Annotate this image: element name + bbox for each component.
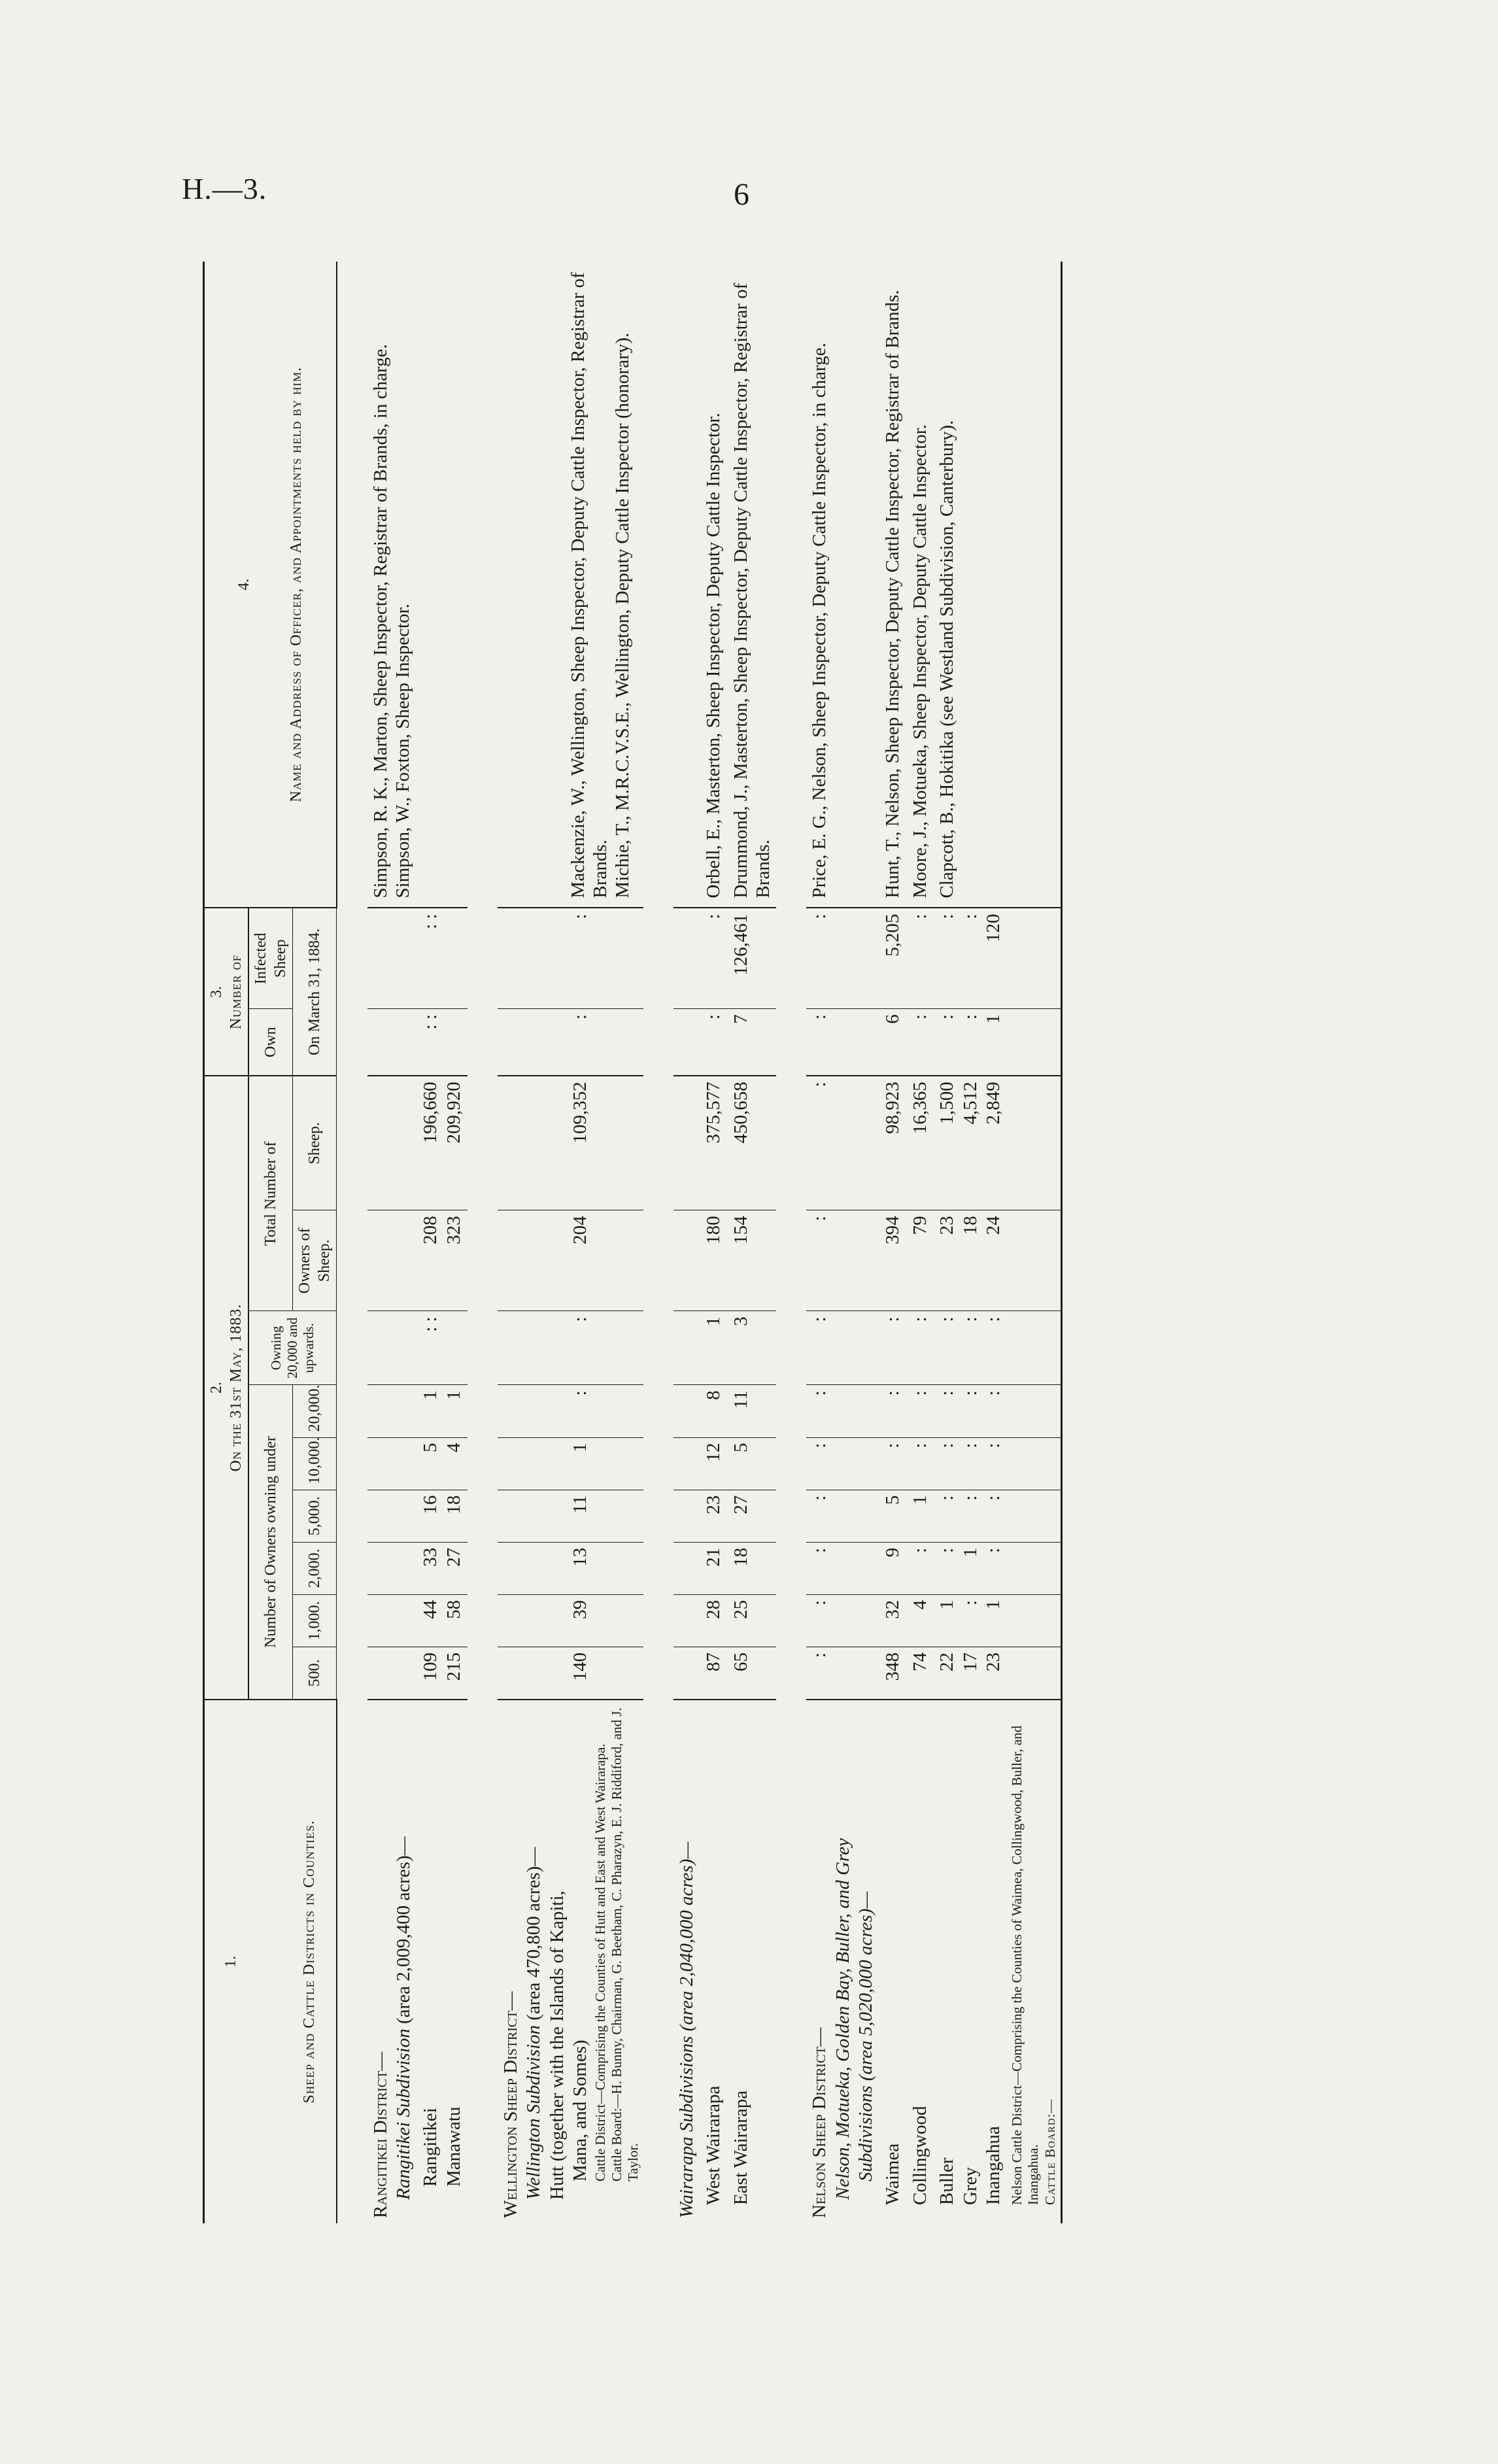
own-cell: : bbox=[498, 1009, 643, 1076]
bracket-10000-cell: : bbox=[806, 1437, 879, 1490]
owners-cell: 154 bbox=[728, 1210, 776, 1311]
county-cell: West Wairarapa bbox=[703, 2085, 724, 2205]
date-header: On March 31, 1884. bbox=[293, 908, 337, 1076]
owners-under-header: Number of Owners owning under bbox=[248, 1385, 293, 1700]
col3-header bbox=[204, 908, 249, 1076]
bracket-2000-cell: 21 bbox=[700, 1542, 727, 1594]
bracket-20000-cell: 1 1 bbox=[417, 1385, 468, 1437]
bracket-1000-cell: : bbox=[806, 1594, 879, 1647]
bracket-20000-cell: : bbox=[907, 1385, 934, 1437]
table-row bbox=[806, 262, 879, 2223]
bracket-500-cell: 348 bbox=[879, 1647, 906, 1700]
infected-cell: : : bbox=[417, 908, 468, 1008]
infected-cell: : bbox=[498, 908, 643, 1008]
bracket-2000-cell: : bbox=[806, 1542, 879, 1594]
bracket-20000-cell: : : : bbox=[934, 1385, 1007, 1437]
bracket-2000-cell: 33 27 bbox=[417, 1542, 468, 1594]
bracket-1000-cell: 39 bbox=[498, 1594, 643, 1647]
bracket-20000-header: 20,000. bbox=[293, 1385, 337, 1437]
county-cell: Waimea bbox=[882, 2143, 904, 2205]
bracket-1000-cell: 32 bbox=[879, 1594, 906, 1647]
bracket-20000-cell: : bbox=[498, 1385, 643, 1437]
bracket-20000-cell: : bbox=[806, 1385, 879, 1437]
sheep-districts-table bbox=[203, 262, 1063, 2223]
bracket-20000-cell: 11 bbox=[728, 1385, 776, 1437]
sheep-cell: 450,658 bbox=[728, 1076, 776, 1210]
bracket-500-cell: 65 bbox=[728, 1647, 776, 1700]
bracket-5000-header: 5,000. bbox=[293, 1490, 337, 1542]
col4-header bbox=[204, 262, 337, 908]
bracket-5000-cell: 23 bbox=[700, 1490, 727, 1542]
infected-cell: : : 120 bbox=[934, 908, 1007, 1008]
table-row bbox=[367, 262, 418, 2223]
district-name: Wairarapa Subdivisions (area 2,040,000 acres)— bbox=[676, 1841, 698, 2218]
bracket-1000-header: 1,000. bbox=[293, 1594, 337, 1647]
officer-cell bbox=[367, 262, 468, 908]
bracket-1000-cell: 1 : 1 bbox=[934, 1594, 1007, 1647]
bracket-5000-cell: 1 bbox=[907, 1490, 934, 1542]
infected-cell: : bbox=[907, 908, 934, 1008]
bracket-10000-header: 10,000. bbox=[293, 1437, 337, 1490]
bracket-5000-cell: : : : bbox=[934, 1490, 1007, 1542]
district-name: Rangitikei District— Rangitikei Subdivision (area 2,009,400 acres)— bbox=[369, 1836, 414, 2218]
county-cell: Buller Grey Inangahua bbox=[936, 2126, 1004, 2205]
col4-title: Name and Address of Officer, and Appointments held by him. bbox=[288, 366, 305, 802]
owners-cell: 79 bbox=[907, 1210, 934, 1311]
table-row bbox=[1007, 262, 1061, 2223]
table-row bbox=[498, 262, 643, 2223]
officer-cell bbox=[498, 262, 643, 908]
officer-hunt: Hunt, T., Nelson, Sheep Inspector, Deputy Cattle Inspector, Registrar of Brands. bbox=[879, 262, 906, 908]
col1-title: Sheep and Cattle Districts in Counties. bbox=[301, 1820, 318, 2104]
bracket-2000-cell: 13 bbox=[498, 1542, 643, 1594]
district-name: Nelson Sheep District— Nelson, Motueka, Golden Bay, Buller, and Grey Subdivisions (area 5,020,000 acres)— bbox=[809, 1838, 876, 2218]
own-cell: : bbox=[806, 1009, 879, 1076]
bracket-500-header: 500. bbox=[293, 1647, 337, 1700]
page-number: 6 bbox=[734, 177, 749, 212]
own-cell: : bbox=[907, 1009, 934, 1076]
sheep-cell: 98,923 bbox=[879, 1076, 906, 1210]
bracket-500-cell: : bbox=[806, 1647, 879, 1700]
bracket-2000-cell: 9 bbox=[879, 1542, 906, 1594]
bracket-10000-cell: 5 bbox=[728, 1437, 776, 1490]
bracket-2000-cell: 18 bbox=[728, 1542, 776, 1594]
county-cell: Collingwood bbox=[909, 2106, 930, 2205]
bracket-20000-cell: 8 bbox=[700, 1385, 727, 1437]
district-name: Wellington Sheep District— Wellington Subdivision (area 470,800 acres)— Hutt (together with the Islands of Kapiti, Mana, and Somes) Cattle District—Comprising the Counties of Hutt and East and West Wairarapa. Cattle Board:—H. Bunny, Chairman, G. Beetham, C. Pharazyn, E. J. Riddiford, and J. Taylor. bbox=[498, 1700, 643, 2223]
own-cell: 7 bbox=[728, 1009, 776, 1076]
own-cell: : : bbox=[417, 1009, 468, 1076]
sheep-cell: 109,352 bbox=[498, 1076, 643, 1210]
bracket-500-cell: 22 17 23 bbox=[934, 1647, 1007, 1700]
infected-cell: 5,205 bbox=[879, 908, 906, 1008]
bracket-2000-cell: : bbox=[907, 1542, 934, 1594]
upwards-cell: 3 bbox=[728, 1311, 776, 1385]
bracket-5000-cell: 5 bbox=[879, 1490, 906, 1542]
table-row bbox=[673, 262, 700, 2223]
infected-cell: : bbox=[700, 908, 727, 1008]
own-cell: : : 1 bbox=[934, 1009, 1007, 1076]
upwards-cell: : bbox=[907, 1311, 934, 1385]
owners-cell: : bbox=[806, 1210, 879, 1311]
bracket-5000-cell: : bbox=[806, 1490, 879, 1542]
bracket-10000-cell: : : : bbox=[934, 1437, 1007, 1490]
upwards-cell: : : : bbox=[934, 1311, 1007, 1385]
bracket-10000-cell: 1 bbox=[498, 1437, 643, 1490]
col3-title: Number of bbox=[228, 954, 245, 1030]
owners-cell: 204 bbox=[498, 1210, 643, 1311]
officer-orbell: Orbell, E., Masterton, Sheep Inspector, Deputy Cattle Inspector. bbox=[700, 262, 727, 908]
bracket-500-cell: 109 215 bbox=[417, 1647, 468, 1700]
sheep-header: Sheep. bbox=[293, 1076, 337, 1210]
bracket-10000-cell: : bbox=[879, 1437, 906, 1490]
infected-cell: : bbox=[806, 908, 879, 1008]
bracket-10000-cell: 12 bbox=[700, 1437, 727, 1490]
total-number-header: Total Number of bbox=[248, 1076, 293, 1311]
upwards-cell: : bbox=[879, 1311, 906, 1385]
officer-michie: Michie, T., M.R.C.V.S.E., Wellington, Deputy Cattle Inspector (honorary). bbox=[612, 332, 634, 898]
infected-header: Infected Sheep bbox=[248, 908, 293, 1008]
bracket-5000-cell: 11 bbox=[498, 1490, 643, 1542]
infected-cell: 126,461 bbox=[728, 908, 776, 1008]
officer-price: Price, E. G., Nelson, Sheep Inspector, Deputy Cattle Inspector, in charge. bbox=[806, 262, 879, 908]
sheep-cell: 196,660 209,920 bbox=[417, 1076, 468, 1210]
bracket-500-cell: 140 bbox=[498, 1647, 643, 1700]
county-cell: Rangitikei Manawatu bbox=[420, 2106, 464, 2187]
sheep-cell: 1,500 4,512 2,849 bbox=[934, 1076, 1007, 1210]
bracket-500-cell: 87 bbox=[700, 1647, 727, 1700]
own-cell: : bbox=[700, 1009, 727, 1076]
bracket-1000-cell: 25 bbox=[728, 1594, 776, 1647]
bracket-1000-cell: 28 bbox=[700, 1594, 727, 1647]
bracket-2000-header: 2,000. bbox=[293, 1542, 337, 1594]
table-row bbox=[907, 262, 934, 2223]
table-row bbox=[934, 262, 1007, 2223]
table-row bbox=[879, 262, 906, 2223]
officer-mackenzie: Mackenzie, W., Wellington, Sheep Inspector, Deputy Cattle Inspector, Registrar of Brands. bbox=[567, 272, 611, 898]
bracket-1000-cell: 4 bbox=[907, 1594, 934, 1647]
bracket-5000-cell: 16 18 bbox=[417, 1490, 468, 1542]
upwards-cell: : bbox=[806, 1311, 879, 1385]
officer-simpson-w: Simpson, W., Foxton, Sheep Inspector. bbox=[392, 604, 413, 898]
county-cell: East Wairarapa bbox=[730, 2090, 751, 2205]
upwards-cell: : bbox=[498, 1311, 643, 1385]
cattle-board-note: Cattle Board:—H. Bunny, Chairman, G. Beetham, C. Pharazyn, E. J. Riddiford, and J. Taylor. bbox=[608, 1707, 641, 2182]
officer-simpson-rk: Simpson, R. K., Marton, Sheep Inspector, Registrar of Brands, in charge. bbox=[369, 344, 391, 898]
table-row bbox=[700, 262, 727, 2223]
upwards-cell: 1 bbox=[700, 1311, 727, 1385]
bracket-5000-cell: 27 bbox=[728, 1490, 776, 1542]
officer-moore: Moore, J., Motueka, Sheep Inspector, Deputy Cattle Inspector. bbox=[907, 262, 934, 908]
owners-of-sheep-header: Owners of Sheep. bbox=[293, 1210, 337, 1311]
bracket-20000-cell: : bbox=[879, 1385, 906, 1437]
col1-number: 1. bbox=[222, 1955, 240, 1968]
col2-header bbox=[204, 1076, 249, 1699]
upwards-cell: : : bbox=[417, 1311, 468, 1385]
owners-cell: 23 18 24 bbox=[934, 1210, 1007, 1311]
officer-drummond: Drummond, J., Masterton, Sheep Inspector, Deputy Cattle Inspector, Registrar of Brands. bbox=[728, 262, 776, 908]
owners-cell: 208 323 bbox=[417, 1210, 468, 1311]
officer-clapcott: Clapcott, B., Hokitika (see Westland Subdivision, Canterbury). bbox=[934, 262, 1007, 908]
bracket-10000-cell: : bbox=[907, 1437, 934, 1490]
sheep-cell: 375,577 bbox=[700, 1076, 727, 1210]
owners-cell: 180 bbox=[700, 1210, 727, 1311]
own-header: Own bbox=[248, 1009, 293, 1076]
table-body bbox=[337, 262, 1062, 2223]
col4-number: 4. bbox=[235, 578, 253, 590]
col2-number: 2. bbox=[208, 1381, 225, 1394]
owners-cell: 394 bbox=[879, 1210, 906, 1311]
col1-header bbox=[204, 1700, 337, 2223]
report-code: H.—3. bbox=[182, 172, 267, 205]
bracket-10000-cell: 5 4 bbox=[417, 1437, 468, 1490]
table-row bbox=[728, 262, 776, 2223]
bracket-1000-cell: 44 58 bbox=[417, 1594, 468, 1647]
upwards-header: Owning 20,000 and upwards. bbox=[248, 1311, 337, 1385]
cattle-district-note: Nelson Cattle District—Comprising the Counties of Waimea, Collingwood, Buller, and Inangahua. Cattle Board:— bbox=[1007, 1700, 1061, 2223]
sheep-cell: : bbox=[806, 1076, 879, 1210]
cattle-district-note: Cattle District—Comprising the Counties of Hutt and East and West Wairarapa. bbox=[592, 1743, 608, 2182]
col2-title: On the 31st May, 1883. bbox=[228, 1303, 245, 1472]
table-header bbox=[204, 262, 337, 2223]
col3-number: 3. bbox=[208, 985, 225, 998]
bracket-500-cell: 74 bbox=[907, 1647, 934, 1700]
own-cell: 6 bbox=[879, 1009, 906, 1076]
sheep-cell: 16,365 bbox=[907, 1076, 934, 1210]
bracket-2000-cell: : 1 : bbox=[934, 1542, 1007, 1594]
rotated-table-region bbox=[203, 262, 1229, 2223]
